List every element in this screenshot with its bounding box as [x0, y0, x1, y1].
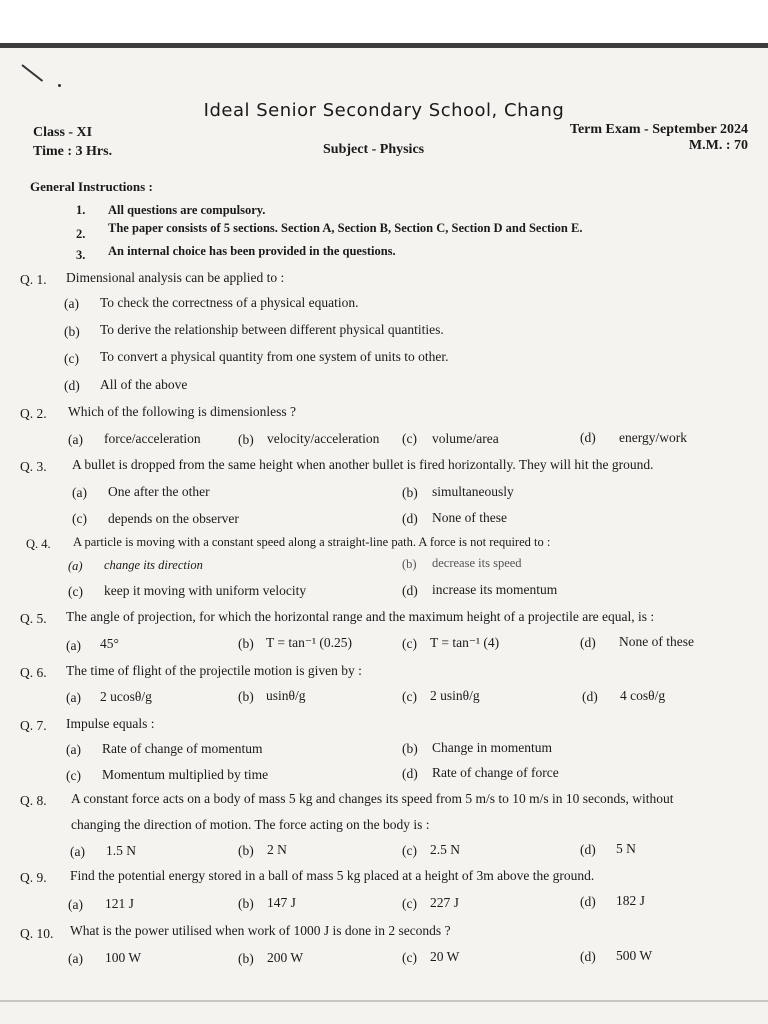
option-label: (b) [238, 896, 254, 911]
option-text: Change in momentum [432, 740, 552, 755]
class-label: Class - XI [33, 125, 93, 140]
option-label: (d) [580, 894, 596, 909]
option-text: volume/area [432, 431, 499, 446]
option-label: (c) [402, 689, 417, 704]
max-marks-label: M.M. : 70 [688, 138, 748, 153]
question-text: Find the potential energy stored in a ball of mass 5 kg placed at a height of 3m above the ground. [70, 868, 595, 883]
option-text: energy/work [619, 430, 687, 445]
question-number: Q. 7. [20, 718, 47, 733]
instruction-num: 1. [76, 203, 86, 217]
option-label: (a) [70, 844, 85, 859]
time-label: Time : 3 Hrs. [33, 144, 113, 159]
option-label: (d) [580, 635, 596, 650]
pen-dot [58, 84, 61, 87]
option-label: (c) [68, 584, 83, 599]
option-label: (d) [582, 689, 598, 704]
option-text: increase its momentum [432, 582, 558, 597]
question-text: Which of the following is dimensionless ? [68, 404, 296, 419]
option-label: (b) [238, 689, 254, 704]
question-text: Dimensional analysis can be applied to : [66, 270, 285, 285]
option-label: (d) [402, 766, 418, 781]
instruction-text: An internal choice has been provided in the questions. [108, 244, 396, 258]
option-text: All of the above [100, 377, 188, 392]
option-text: To check the correctness of a physical equation. [100, 295, 359, 310]
option-label: (b) [402, 485, 418, 500]
option-text: 2 usinθ/g [430, 688, 480, 703]
instruction-num: 3. [76, 248, 86, 262]
exam-label: Term Exam - September 2024 [569, 122, 748, 137]
option-label: (b) [238, 843, 254, 858]
option-label: (c) [66, 768, 81, 783]
option-text: usinθ/g [266, 688, 306, 703]
option-label: (b) [238, 951, 254, 966]
question-number: Q. 10. [20, 926, 54, 941]
page-bottom-edge [0, 1000, 768, 1002]
instruction-num: 2. [76, 227, 86, 241]
option-label: (b) [402, 557, 417, 571]
option-text: To derive the relationship between different physical quantities. [100, 322, 444, 337]
option-text: decrease its speed [432, 556, 522, 570]
option-text: velocity/acceleration [267, 431, 380, 446]
option-text: None of these [619, 634, 694, 649]
question-number: Q. 9. [20, 870, 47, 885]
option-text: Rate of change of force [432, 765, 559, 780]
option-text: 2.5 N [430, 842, 460, 857]
option-text: 2 ucosθ/g [100, 689, 152, 704]
question-text-continued: changing the direction of motion. The force acting on the body is : [71, 817, 430, 832]
option-label: (c) [402, 843, 417, 858]
option-label: (d) [64, 378, 80, 393]
question-number: Q. 1. [20, 272, 47, 287]
option-text: depends on the observer [108, 511, 239, 526]
question-number: Q. 5. [20, 611, 47, 626]
question-number: Q. 4. [26, 537, 51, 551]
option-label: (c) [72, 511, 87, 526]
option-label: (a) [68, 432, 83, 447]
option-text: To convert a physical quantity from one system of units to other. [100, 349, 449, 364]
question-text: The angle of projection, for which the horizontal range and the maximum height of a projectile are equal, is : [66, 609, 655, 624]
option-text: 121 J [105, 896, 134, 911]
option-text: 500 W [616, 948, 653, 963]
option-label: (b) [238, 636, 254, 651]
option-text: 147 J [267, 895, 296, 910]
option-text: 2 N [267, 842, 287, 857]
option-text: 5 N [616, 841, 636, 856]
top-border-line [0, 43, 768, 48]
subject-label: Subject - Physics [323, 142, 425, 157]
option-text: T = tan⁻¹ (4) [430, 635, 500, 650]
option-label: (a) [68, 951, 83, 966]
option-text: change its direction [104, 558, 203, 572]
option-text: force/acceleration [104, 431, 201, 446]
option-label: (c) [64, 351, 79, 366]
option-text: simultaneously [432, 484, 514, 499]
option-label: (c) [402, 950, 417, 965]
page-top-margin [0, 0, 768, 44]
option-text: 1.5 N [106, 843, 136, 858]
option-label: (a) [66, 690, 81, 705]
instruction-text: The paper consists of 5 sections. Section A, Section B, Section C, Section D and Section E. [108, 221, 583, 235]
option-label: (b) [238, 432, 254, 447]
option-text: 4 cosθ/g [620, 688, 666, 703]
question-number: Q. 2. [20, 406, 47, 421]
option-label: (c) [402, 431, 417, 446]
option-label: (d) [580, 949, 596, 964]
option-text: None of these [432, 510, 507, 525]
instructions-title: General Instructions : [30, 179, 153, 194]
option-label: (b) [64, 324, 80, 339]
option-label: (d) [402, 511, 418, 526]
option-label: (c) [402, 636, 417, 651]
option-label: (d) [580, 842, 596, 857]
option-label: (a) [68, 559, 83, 573]
option-label: (a) [66, 638, 81, 653]
question-text: The time of flight of the projectile motion is given by : [66, 663, 362, 678]
option-label: (a) [66, 742, 81, 757]
option-label: (a) [64, 296, 79, 311]
option-text: Momentum multiplied by time [102, 767, 269, 782]
option-text: 182 J [616, 893, 645, 908]
option-text: 100 W [105, 950, 142, 965]
option-text: Rate of change of momentum [102, 741, 263, 756]
question-text: Impulse equals : [66, 716, 155, 731]
option-label: (d) [580, 430, 596, 445]
option-label: (a) [68, 897, 83, 912]
option-text: 45° [100, 636, 119, 651]
instruction-text: All questions are compulsory. [108, 203, 266, 217]
question-number: Q. 6. [20, 665, 47, 680]
option-label: (b) [402, 741, 418, 756]
question-text: A bullet is dropped from the same height when another bullet is fired horizontally. They will hit the ground. [72, 457, 654, 472]
question-text: A particle is moving with a constant speed along a straight-line path. A force is not required to : [73, 535, 551, 549]
option-text: 20 W [430, 949, 460, 964]
option-label: (c) [402, 896, 417, 911]
pen-mark [21, 64, 43, 82]
option-text: 227 J [430, 895, 459, 910]
school-name: Ideal Senior Secondary School, Chang [203, 100, 565, 121]
question-text: What is the power utilised when work of 1000 J is done in 2 seconds ? [70, 923, 451, 938]
option-text: One after the other [108, 484, 210, 499]
option-label: (d) [402, 583, 418, 598]
option-label: (a) [72, 485, 87, 500]
option-text: 200 W [267, 950, 304, 965]
question-number: Q. 3. [20, 459, 47, 474]
option-text: keep it moving with uniform velocity [104, 583, 307, 598]
option-text: T = tan⁻¹ (0.25) [266, 635, 353, 650]
question-number: Q. 8. [20, 793, 47, 808]
question-text: A constant force acts on a body of mass 5 kg and changes its speed from 5 m/s to 10 m/s in 10 seconds, without [71, 791, 674, 806]
